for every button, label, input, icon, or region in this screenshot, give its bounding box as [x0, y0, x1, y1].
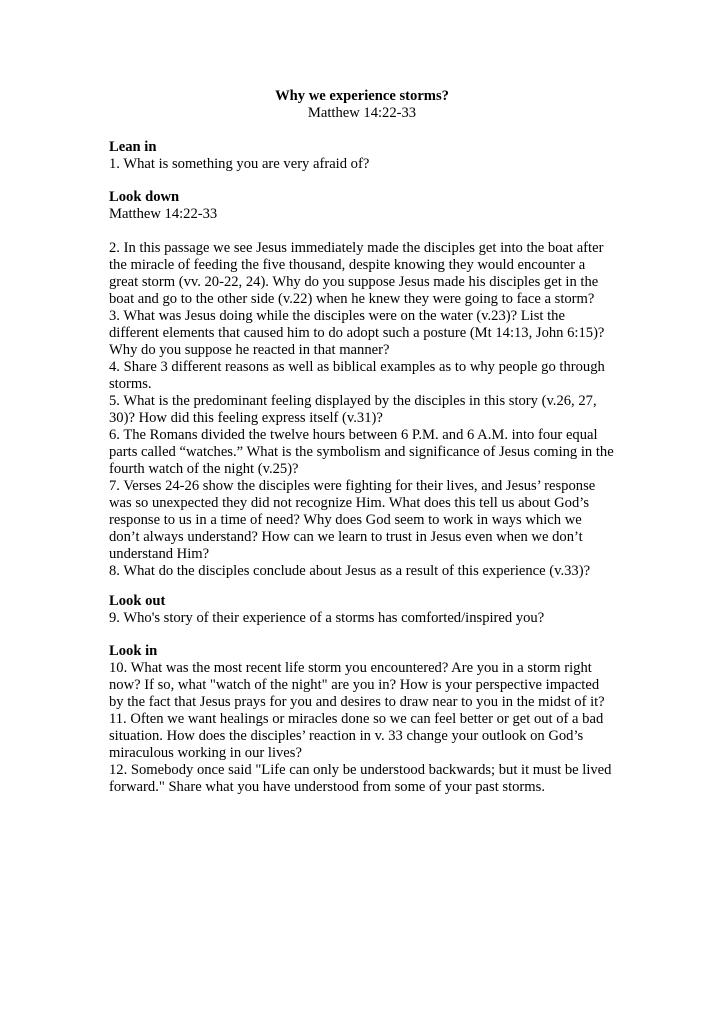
question-line: now? If so, what "watch of the night" are you in? How is your perspective impacted [109, 677, 600, 693]
section-heading: Look down [109, 189, 180, 205]
question-line: forward." Share what you have understood from some of your past storms. [109, 779, 545, 795]
question-line: 2. In this passage we see Jesus immediately made the disciples get into the boat after [109, 240, 604, 256]
section-look-down [109, 189, 629, 580]
scripture-reference: Matthew 14:22-33 [307, 105, 417, 121]
question-line: was so unexpected they did not recognize Him. What does this tell us about God’s [109, 495, 590, 511]
question-line: understand Him? [109, 546, 210, 562]
section-look-out [109, 593, 629, 627]
question-line: 11. Often we want healings or miracles done so we can feel better or get out of a bad [109, 711, 604, 727]
question-line: different elements that caused him to do adopt such a posture (Mt 14:13, John 6:15)? [109, 325, 605, 341]
passage-reference: Matthew 14:22-33 [109, 206, 218, 222]
question-line: fourth watch of the night (v.25)? [109, 461, 299, 477]
section-heading: Lean in [109, 139, 157, 155]
section-heading: Look in [109, 643, 158, 659]
question-line: 8. What do the disciples conclude about Jesus as a result of this experience (v.33)? [109, 563, 591, 579]
question-line: 9. Who's story of their experience of a storms has comforted/inspired you? [109, 610, 545, 626]
question-line: 5. What is the predominant feeling displayed by the disciples in this story (v.26, 27, [109, 393, 597, 409]
question-line: 7. Verses 24-26 show the disciples were fighting for their lives, and Jesus’ response [109, 478, 596, 494]
question-line: Why do you suppose he reacted in that manner? [109, 342, 390, 358]
blank-line [109, 223, 629, 240]
question-line: 12. Somebody once said "Life can only be understood backwards; but it must be lived [109, 762, 612, 778]
section-heading: Look out [109, 593, 166, 609]
question-line: 30)? How did this feeling express itself (v.31)? [109, 410, 383, 426]
question-line: boat and go to the other side (v.22) when he knew they were going to face a storm? [109, 291, 595, 307]
document-title: Why we experience storms? [275, 88, 449, 104]
question-line: miraculous working in our lives? [109, 745, 302, 761]
question-line: 1. What is something you are very afraid of? [109, 156, 370, 172]
question-line: storms. [109, 376, 152, 392]
section-look-in [109, 643, 629, 796]
question-line: response to us in a time of need? Why does God seem to work in ways which we [109, 512, 582, 528]
question-line: 10. What was the most recent life storm you encountered? Are you in a storm right [109, 660, 592, 676]
question-line: situation. How does the disciples’ reaction in v. 33 change your outlook on God’s [109, 728, 584, 744]
question-line: 6. The Romans divided the twelve hours between 6 P.M. and 6 A.M. into four equal [109, 427, 598, 443]
question-line: don’t always understand? How can we learn to trust in Jesus even when we don’t [109, 529, 583, 545]
title-block [0, 88, 724, 122]
question-line: 3. What was Jesus doing while the disciples were on the water (v.23)? List the [109, 308, 565, 324]
section-lean-in [109, 139, 629, 173]
question-line: the miracle of feeding the five thousand, despite knowing they would encounter a [109, 257, 586, 273]
question-line: great storm (vv. 20-22, 24). Why do you suppose Jesus made his disciples get in the [109, 274, 599, 290]
question-line: by the fact that Jesus prays for you and desires to draw near to you in the midst of it? [109, 694, 605, 710]
question-line: parts called “watches.” What is the symbolism and significance of Jesus coming in the [109, 444, 614, 460]
question-line: 4. Share 3 different reasons as well as biblical examples as to why people go through [109, 359, 605, 375]
